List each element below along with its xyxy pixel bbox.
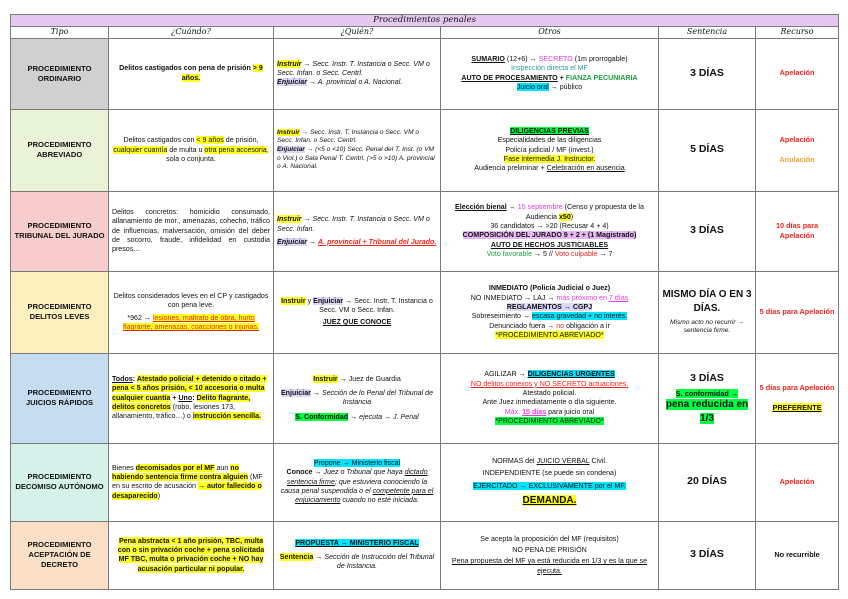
text: → (506, 203, 518, 212)
text: PREFERENTE (772, 403, 822, 413)
text: Fase intermedia J. Instructor. (503, 154, 596, 163)
text: *PROCEDIMIENTO ABREVIADO* (495, 330, 604, 339)
row-decomiso (11, 443, 839, 521)
text: NORMAS del (492, 457, 537, 466)
highlight: otra pena accesoria (204, 145, 267, 154)
text: Conoce (286, 468, 313, 477)
text: DEMANDA. (522, 495, 577, 507)
text: → Juez de Guardia (337, 374, 401, 383)
tipo-cell: PROCEDIMIENTO TRIBUNAL DEL JURADO (11, 191, 109, 271)
highlight: → autor fallecido o desaparecido (112, 482, 262, 500)
recurso-cell: 5 días para Apelación (756, 271, 839, 353)
enjuiciar-label: Enjuiciar (280, 388, 311, 397)
text: DILIGENCIAS URGENTES (527, 370, 615, 379)
text: (MF en su escrito de acusación (112, 472, 263, 491)
text: MISMO DÍA O EN 3 DÍAS. (662, 289, 752, 314)
text: Pena propuesta del MF ya está reducida en 1/3 y es la que se ejecuta. (451, 557, 648, 575)
recurso-cell: Apelación (756, 443, 839, 521)
text: → Secc. Instr. T. Instancia o Secc. VM o Secc. Infan. (277, 215, 430, 233)
text: REGLAMENTOS → CGPJ (506, 302, 593, 311)
highlight: instrucción sencilla. (192, 412, 262, 421)
text: de prisión, (223, 136, 259, 145)
text: PROPUESTA → MINISTERIO FISCAL (295, 538, 419, 547)
highlight: cualquier cuantía (113, 145, 168, 154)
text: Delitos castigados con pena de prisión (119, 64, 253, 73)
text: : (192, 393, 197, 402)
row-jurado (11, 191, 839, 271)
text: 5 días para Apelación (759, 382, 835, 392)
instruir-label: Instruir (277, 59, 302, 68)
text: + (170, 393, 179, 402)
cuando-cell (109, 443, 274, 521)
recurso-cell (756, 353, 839, 443)
text: NO INMEDIATO → LAJ → (470, 293, 557, 302)
tipo-cell: PROCEDIMIENTO DELITOS LEVES (11, 271, 109, 353)
enjuiciar-label: Enjuiciar (277, 78, 307, 87)
text: → 5 // (531, 249, 555, 258)
text: (12+6) → (504, 55, 539, 64)
text: : (132, 374, 137, 383)
text: → Secc. Instr. T. Instancia o Secc. VM o Secc. Infan. o Secc. Centrl. (277, 59, 430, 78)
text: cuando no esté iniciada. (340, 496, 419, 505)
text: → Sección de Instrucción del Tribunal de Instancia. (313, 553, 435, 571)
text: FIANZA PECUNIARIA (565, 73, 638, 82)
text: Bienes (112, 463, 136, 472)
text: Delitos considerados leves en el CP y castigados con pena leve. (113, 292, 269, 310)
enjuiciar-label: Enjuiciar (277, 145, 305, 153)
header-row (11, 27, 839, 39)
text: COMPOSICIÓN DEL JURADO 9 + 2 + (1 Magistrado) (462, 231, 637, 240)
highlight: > 9 años. (181, 64, 263, 82)
instruir-label: Instruir (281, 296, 306, 305)
text: → 7 (597, 249, 613, 258)
recurso-cell: Apelación (756, 38, 839, 109)
text: Máx. (504, 407, 523, 416)
otros-cell (441, 38, 659, 109)
highlight: Pena abstracta < 1 año prisión, TBC, multa con o sin privación coche + pena solicitada MF TBC, multa o privación coche + NO hay acusación particular ni popular. (117, 536, 265, 573)
text: Mismo acto no recurrir → sentencia firme. (669, 318, 744, 335)
text: S. Conformidad (295, 412, 349, 421)
row-ordinario (11, 38, 839, 109)
quien-cell (274, 443, 441, 521)
text: 3 DÍAS (690, 371, 724, 384)
otros-cell (441, 521, 659, 589)
title-row (11, 15, 839, 27)
procedimientos-table-sheet (10, 14, 838, 590)
tipo-cell: PROCEDIMIENTO ABREVIADO (11, 109, 109, 191)
sentencia-cell: 3 DÍAS (659, 191, 756, 271)
cuando-cell (109, 271, 274, 353)
highlight: decomisados por el MF (135, 463, 215, 472)
quien-cell (274, 191, 441, 271)
text: más próximo en (556, 293, 609, 302)
text: pena reducida en 1/3 (665, 399, 749, 424)
text: Elección bienal (455, 203, 507, 212)
cuando-cell (109, 521, 274, 589)
otros-cell (441, 353, 659, 443)
text: Anulación (779, 155, 815, 165)
text: NO delitos conexos y NO SECRETO actuaciones. (470, 379, 629, 388)
text: Sentencia (279, 553, 314, 562)
sentencia-cell (659, 271, 756, 353)
text: + (557, 73, 566, 82)
sentencia-cell: 5 DÍAS (659, 109, 756, 191)
tipo-cell: PROCEDIMIENTO JUICIOS RÁPIDOS (11, 353, 109, 443)
text: Celebración en ausencia (546, 164, 625, 173)
quien-cell (274, 271, 441, 353)
cuando-cell (109, 109, 274, 191)
text: 36 candidatos → >20 (Recusar 4 + 4) (490, 221, 609, 230)
text: ) (157, 491, 161, 500)
cuando-cell (109, 353, 274, 443)
text: no (556, 321, 565, 330)
text: (1m prorrogable) (572, 55, 628, 64)
highlight: < 9 años (196, 136, 224, 145)
text: SECRETO (538, 55, 573, 64)
instruir-label: Instruir (277, 215, 302, 224)
text: de multa u (167, 145, 205, 154)
text: → Sección de lo Penal del Tribunal de Instancia (310, 388, 434, 407)
text: S. conformidad → (675, 388, 739, 398)
text: ; que estuviera conociendo la causa penal suspendida o el (280, 477, 428, 495)
text: JUICIO VERBAL (536, 457, 590, 466)
text: NO PENA DE PRISIÓN (512, 545, 587, 554)
text: AUTO DE PROCESAMIENTO (461, 73, 558, 82)
row-abreviado (11, 109, 839, 191)
cuando-cell: Delitos concretos: homicidio consumado, allanamiento de mor., amenazas, cohecho, tráfico de influencias, malversación, omisión del deber de socorro, fraude, infidelidad en custodia presos… (109, 191, 274, 271)
text: DILIGENCIAS PREVIAS (510, 126, 589, 135)
highlight: Atestado policial + detenido o citado + pena < 5 años prisión, < 10 accesoria o multa cualquier cuantía (112, 374, 267, 402)
text: Todos (112, 374, 133, 383)
instruir-label: Instruir (277, 128, 300, 136)
tipo-cell: PROCEDIMIENTO DECOMISO AUTÓNOMO (11, 443, 109, 521)
quien-cell (274, 521, 441, 589)
header-sentencia: Sentencia (659, 27, 756, 39)
text: → Secc. Instr. T. Instancia o Secc. VM o Secc. Infan. o Secc. Centrl. (277, 128, 420, 145)
sentencia-cell: 3 DÍAS (659, 521, 756, 589)
otros-cell (441, 271, 659, 353)
text: A. provincial + Tribunal del Jurado. (318, 237, 437, 246)
tipo-cell: PROCEDIMIENTO ACEPTACIÓN DE DECRETO (11, 521, 109, 589)
text: 7 días (608, 293, 629, 302)
text: y (305, 296, 314, 305)
cuando-cell (109, 38, 274, 109)
tipo-cell: PROCEDIMIENTO ORDINARIO (11, 38, 109, 109)
text: INMEDIATO (Policía Judicial o Juez) (488, 284, 611, 293)
enjuiciar-label: Enjuiciar (277, 237, 307, 246)
text: Policía judicial / MF (invest.) (505, 145, 594, 154)
text: Propone → Ministerio fiscal (313, 458, 401, 467)
text: → público (548, 83, 583, 92)
quien-cell (274, 38, 441, 109)
sentencia-cell: 3 DÍAS (659, 38, 756, 109)
text: JUEZ QUE CONOCE (322, 318, 392, 327)
text: dictado sentencia firme (286, 468, 428, 486)
text: (Censo y propuesta de la Audiencia (525, 203, 644, 221)
text: Voto favorable (486, 249, 532, 258)
text: Inspección directa el MF (511, 64, 588, 73)
text: → (306, 237, 319, 246)
text: Juicio oral (516, 83, 549, 92)
text: Uno (178, 393, 193, 402)
sentencia-cell: 20 DÍAS (659, 443, 756, 521)
text: Delitos castigados con (123, 136, 197, 145)
header-cuando: ¿Cuándo? (109, 27, 274, 39)
text: EJERCITADO → EXCLUSIVAMENTE por el MF. (473, 481, 626, 490)
text: → ejecuta → J. Penal (348, 412, 419, 421)
text: *962 → (127, 313, 153, 322)
text: (robo, lesiones 173, allanamiento, tráfico…) o (112, 402, 236, 421)
text: x50 (558, 212, 571, 221)
text: AGILIZAR → (484, 370, 528, 379)
text: Sobreseimiento → (471, 312, 533, 321)
sentencia-cell (659, 353, 756, 443)
text: SUMARIO (471, 55, 505, 64)
text: Apelación (779, 134, 815, 144)
row-leves (11, 271, 839, 353)
enjuiciar-label: Enjuiciar (313, 296, 344, 305)
highlight: no habiendo sentencia firme contra alguien (112, 463, 248, 481)
recurso-cell (756, 109, 839, 191)
text: *PROCEDIMIENTO ABREVIADO* (495, 416, 604, 425)
header-otros: Otros (441, 27, 659, 39)
text: Atestado policial. (522, 388, 577, 397)
quien-cell (274, 353, 441, 443)
recurso-cell: No recurrible (756, 521, 839, 589)
otros-cell (441, 191, 659, 271)
text: Ante Juez inmediatamente o día siguiente. (482, 398, 617, 407)
text: Se acepta la proposición del MF (requisitos) (480, 534, 619, 543)
text: Especialidades de las diligencias (497, 136, 602, 145)
text: para juicio oral (546, 407, 595, 416)
text: 15 septiembre (517, 203, 563, 212)
text: competente para el enjuiciamiento (295, 486, 434, 505)
text: ) (570, 212, 574, 221)
quien-cell (274, 109, 441, 191)
text: Denunciado fuera → (489, 321, 557, 330)
row-aceptacion (11, 521, 839, 589)
table-title: Procedimientos penales (11, 15, 839, 27)
instruir-label: Instruir (313, 374, 338, 383)
highlight: Delito flagrante, delitos concretos (112, 393, 251, 411)
header-quien: ¿Quién? (274, 27, 441, 39)
text: → Secc. Instr. T. Instancia o Secc. VM o Secc. Infan. (319, 296, 433, 315)
text: → A. provincial o A. Nacional. (306, 78, 403, 87)
header-recurso: Recurso (756, 27, 839, 39)
text: → Juez o Tribunal que haya (312, 468, 405, 477)
procedimientos-table (10, 14, 839, 590)
text: 15 días (522, 407, 547, 416)
otros-cell (441, 109, 659, 191)
otros-cell (441, 443, 659, 521)
text: , sola o conjunta. (166, 145, 269, 163)
recurso-cell: 10 días para Apelación (756, 191, 839, 271)
text: Audiencia preliminar + (474, 164, 547, 173)
text: → (<5 o <10) Secc. Penal del T. Inst. (o VM o Viol.) o Sala Penal T. Centrl. (>5 o >10) A. provincial o A. Nacional. (277, 145, 435, 171)
row-rapidos (11, 353, 839, 443)
text: AUTO DE HECHOS JUSTICIABLES (490, 240, 609, 249)
text: INDEPENDIENTE (se puede sin condena) (482, 469, 617, 478)
text: aun (214, 463, 231, 472)
header-tipo: Tipo (11, 27, 109, 39)
text: Civil. (589, 457, 607, 466)
text: escasa gravedad + no interés. (532, 312, 628, 321)
text: Voto culpable (554, 249, 598, 258)
highlight: lesiones, maltrato de obra, hurto flagrante, amenazas, coacciones o injurias. (122, 313, 260, 332)
text: obligación a ir (564, 321, 610, 330)
